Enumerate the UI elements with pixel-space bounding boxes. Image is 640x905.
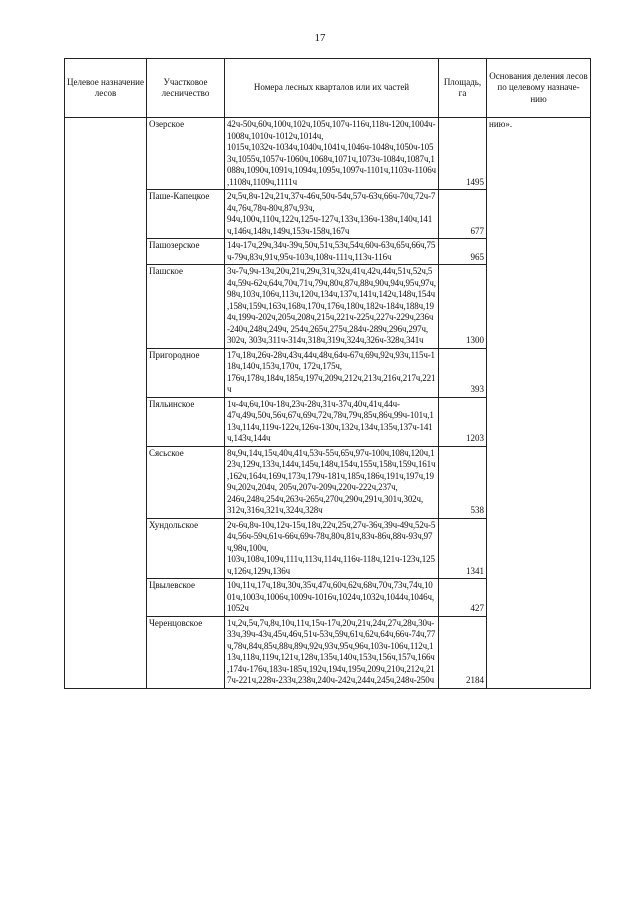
quarters-list: 1ч-4ч,6ч,10ч-18ч,23ч-28ч,31ч-37ч,40ч,41ч,44ч- 47ч,49ч,50ч,56ч,67ч,69ч,72ч,78ч,79ч,85ч,86ч,99ч-101ч,113ч,114ч,119ч-122ч,126ч-130ч,132ч,134ч,135ч,137ч-141ч,143ч,144ч [225,397,439,446]
forestry-name: Пригородное [147,348,225,397]
quarters-list: 3ч-7ч,9ч-13ч,20ч,21ч,29ч,31ч,32ч,41ч,42ч,44ч,51ч,52ч,54ч,59ч-62ч,64ч,70ч,71ч,79ч,80ч,87ч,88ч,90ч,94ч,95ч,97ч,98ч,103ч,106ч,113ч,120ч,134ч,137ч,141ч,142ч,148ч,154ч,158ч,159ч,163ч,168ч,170ч,176ч,180ч,182ч-184ч,188ч,194ч,199ч-202ч,205ч,208ч,215ч,221ч-225ч,227ч-229ч,236ч-240ч,248ч,249ч, 254ч,265ч,275ч,284ч-289ч,296ч,297ч, 302ч, 303ч,311ч-314ч,318ч,319ч,324ч,326ч-328ч,341ч [225,265,439,349]
quarters-list: 14ч-17ч,29ч,34ч-39ч,50ч,51ч,53ч,54ч,60ч-63ч,65ч,66ч,75ч-79ч,83ч,91ч,95ч-103ч,108ч-111ч,113ч-116ч [225,239,439,265]
forestry-name: Хундольское [147,518,225,579]
area-value: 677 [439,190,487,239]
basis-cell: нию». [487,118,591,689]
area-value: 1495 [439,118,487,190]
forestry-name: Озерское [147,118,225,190]
table-header-row [65,59,591,118]
area-value: 965 [439,239,487,265]
header-quarters: Номера лесных кварталов или их частей [225,59,439,118]
purpose-cell [65,118,147,689]
forestry-name: Цвылевское [147,579,225,617]
quarters-list: 2ч-6ч,8ч-10ч,12ч-15ч,18ч,22ч,25ч,27ч-36ч,39ч-49ч,52ч-54ч,56ч-59ч,61ч-66ч,69ч-78ч,80ч,81ч,83ч-86ч,88ч-93ч,97ч,98ч,100ч, 103ч,108ч,109ч,111ч,113ч,114ч,116ч-118ч,121ч-123ч,125ч,126ч,129ч,136ч [225,518,439,579]
header-area: Площадь, га [439,59,487,118]
forestry-name: Сясьское [147,446,225,518]
forestry-name: Пяльинское [147,397,225,446]
area-value: 427 [439,579,487,617]
page-number: 17 [314,32,326,44]
area-value: 393 [439,348,487,397]
header-basis: Основания деления лесов по целевому назначе- нию [487,59,591,118]
table-row [65,118,591,190]
forest-quarters-table [64,58,591,689]
area-value: 538 [439,446,487,518]
forestry-name: Паше-Капецкое [147,190,225,239]
forestry-name: Пашозерское [147,239,225,265]
area-value: 1300 [439,265,487,349]
quarters-list: 10ч,11ч,17ч,18ч,30ч,35ч,47ч,60ч,62ч,68ч,70ч,73ч,74ч,1001ч,1003ч,1006ч,1009ч-1016ч,1024ч,1032ч,1044ч,1046ч,1052ч [225,579,439,617]
quarters-list: 2ч,5ч,8ч-12ч,21ч,37ч-46ч,50ч-54ч,57ч-63ч,66ч-70ч,72ч-74ч,76ч,78ч-80ч,87ч,93ч, 94ч,100ч,110ч,122ч,125ч-127ч,133ч,136ч-138ч,140ч,141ч,146ч,148ч,149ч,153ч-158ч,167ч [225,190,439,239]
quarters-list: 42ч-50ч,60ч,100ч,102ч,105ч,107ч-116ч,118ч-120ч,1004ч-1008ч,1010ч-1012ч,1014ч, 1015ч,1032ч-1034ч,1040ч,1041ч,1046ч-1048ч,1050ч-1053ч,1055ч,1057ч-1060ч,1068ч,1071ч,1073ч-1084ч,1087ч,1088ч,1090ч,1091ч,1094ч,1095ч,1097ч-1101ч,1103ч-1106ч,1108ч,1109ч,1111ч [225,118,439,190]
quarters-list: 1ч,2ч,5ч,7ч,8ч,10ч,11ч,15ч-17ч,20ч,21ч,24ч,27ч,28ч,30ч-33ч,39ч-43ч,45ч,46ч,51ч-53ч,59ч,61ч,62ч,64ч,66ч-74ч,77ч,78ч,84ч,85ч,88ч,89ч,92ч,93ч,95ч,96ч,103ч-106ч,112ч,113ч,118ч,119ч,121ч,128ч,135ч,140ч,153ч,156ч,157ч,166ч,174ч-176ч,183ч-185ч,192ч,194ч,195ч,209ч,210ч,212ч,217ч-221ч,228ч-233ч,238ч,240ч-242ч,244ч,245ч,248ч-250ч [225,616,439,688]
header-forestry: Участковое лесничество [147,59,225,118]
area-value: 1341 [439,518,487,579]
forestry-name: Черенцовское [147,616,225,688]
quarters-list: 8ч,9ч,14ч,15ч,40ч,41ч,53ч-55ч,65ч,97ч-100ч,108ч,120ч,123ч,129ч,133ч,144ч,145ч,148ч,154ч,155ч,158ч,159ч,161ч,162ч,164ч,169ч,173ч,179ч-181ч,185ч,186ч,191ч,197ч,199ч,202ч,204ч, 205ч,207ч-209ч,220ч-222ч,237ч, 246ч,248ч,254ч,263ч-265ч,270ч,290ч,291ч,301ч,302ч, 312ч,316ч,321ч,324ч,328ч [225,446,439,518]
area-value: 1203 [439,397,487,446]
forestry-name: Пашское [147,265,225,349]
area-value: 2184 [439,616,487,688]
quarters-list: 17ч,18ч,26ч-28ч,43ч,44ч,48ч,64ч-67ч,69ч,92ч,93ч,115ч-118ч,140ч,153ч,170ч, 172ч,175ч, 176ч,178ч,184ч,185ч,197ч,209ч,212ч,213ч,216ч,217ч,221ч [225,348,439,397]
header-purpose: Целевое назначение лесов [65,59,147,118]
